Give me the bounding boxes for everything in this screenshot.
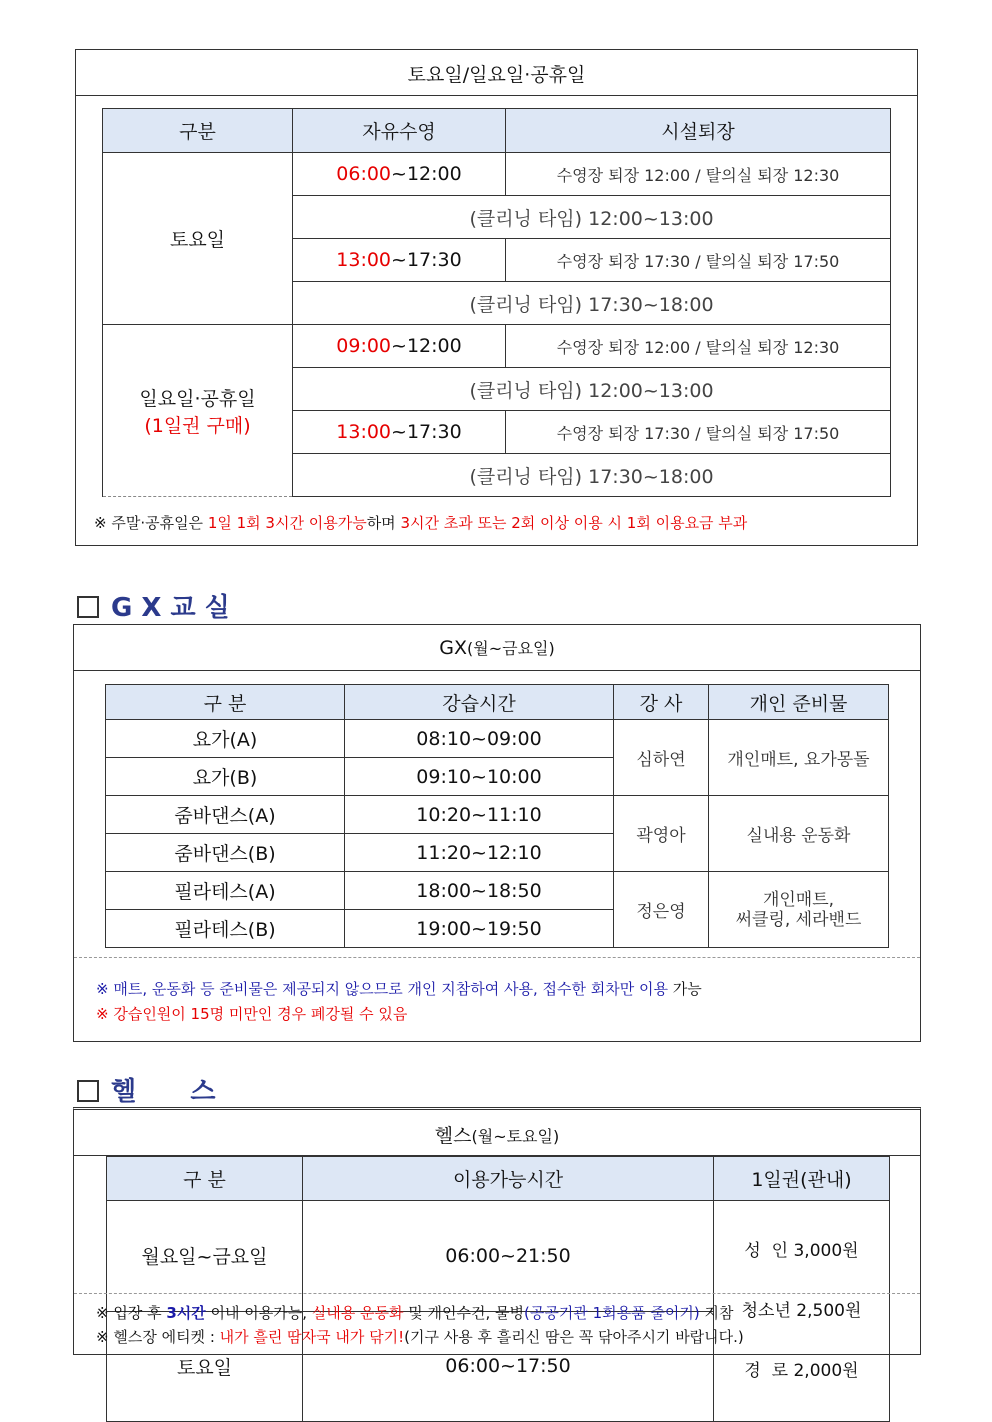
health-hours: 06:00~21:50 — [303, 1201, 714, 1312]
health-box-title: 헬스(월~토요일) — [434, 1125, 560, 1147]
health-header-category: 구 분 — [107, 1157, 303, 1201]
health-day-label: 토요일 — [107, 1311, 303, 1422]
health-prices: 성 인 3,000원 청소년 2,500원 경 로 2,000원 — [714, 1201, 890, 1422]
gx-header-time: 강습시간 — [345, 685, 614, 720]
health-box — [73, 1107, 921, 1381]
health-hours-table — [106, 1156, 890, 1422]
gx-box-title: GX(월~금요일) — [439, 637, 555, 659]
health-header-price: 1일권(관내) — [714, 1157, 890, 1201]
health-note-1: ※ 입장 후 3시간 이내 이용가능, 실내용 운동화 및 개인수건, 물병(공공기관 1회용품 줄이기) 지참 — [96, 1304, 734, 1322]
health-hours: 06:00~17:50 — [303, 1311, 714, 1422]
gx-class-time: 08:10~09:00 — [345, 720, 614, 758]
gx-class-time: 10:20~11:10 — [345, 796, 614, 834]
gx-class-name: 요가(B) — [106, 758, 345, 796]
header-exit: 시설퇴장 — [506, 109, 891, 153]
weekend-box — [75, 49, 918, 546]
sat-cleaning-time-1: (클리닝 타임) 12:00~13:00 — [293, 196, 891, 239]
gx-supplies: 실내용 운동화 — [709, 796, 889, 872]
gx-instructor: 심하연 — [614, 720, 709, 796]
gx-class-time: 11:20~12:10 — [345, 834, 614, 872]
sun-session2-exit: 수영장 퇴장 17:30 / 탈의실 퇴장 17:50 — [506, 411, 891, 454]
gx-note-1: ※ 매트, 운동화 등 준비물은 제공되지 않으므로 개인 지참하여 사용, 접수한 회차만 이용 가능 — [96, 980, 702, 998]
sat-session2-exit: 수영장 퇴장 17:30 / 탈의실 퇴장 17:50 — [506, 239, 891, 282]
sun-cleaning-time-1: (클리닝 타임) 12:00~13:00 — [293, 368, 891, 411]
gx-class-name: 요가(A) — [106, 720, 345, 758]
divider — [74, 670, 920, 671]
gx-class-time: 19:00~19:50 — [345, 910, 614, 948]
gx-supplies: 개인매트, 요가몽돌 — [709, 720, 889, 796]
health-day-label: 월요일~금요일 — [107, 1201, 303, 1312]
header-free-swim: 자유수영 — [293, 109, 506, 153]
health-note-2: ※ 헬스장 에티켓 : 내가 흘린 땀자국 내가 닦기!(기구 사용 후 흘리신 땀은 꼭 닦아주시기 바랍니다.) — [96, 1328, 744, 1346]
gx-note-2: ※ 강습인원이 15명 미만인 경우 폐강될 수 있음 — [96, 1005, 408, 1023]
checkbox-square-icon — [77, 1080, 99, 1102]
gx-header-supplies: 개인 준비물 — [709, 685, 889, 720]
gx-instructor: 정은영 — [614, 872, 709, 948]
sun-session1-time: 09:00~12:00 — [293, 325, 506, 368]
sun-cleaning-time-2: (클리닝 타임) 17:30~18:00 — [293, 454, 891, 497]
divider — [76, 95, 917, 96]
sat-session2-time: 13:00~17:30 — [293, 239, 506, 282]
health-section-heading: 헬 스 — [77, 1071, 216, 1108]
sunday-label: 일요일·공휴일 — [139, 387, 256, 410]
gx-class-name: 줌바댄스(A) — [106, 796, 345, 834]
health-header-time: 이용가능시간 — [303, 1157, 714, 1201]
weekend-swim-table — [102, 108, 891, 497]
sat-session1-exit: 수영장 퇴장 12:00 / 탈의실 퇴장 12:30 — [506, 153, 891, 196]
gx-section-heading: G X 교 실 — [77, 587, 230, 624]
gx-instructor: 곽영아 — [614, 796, 709, 872]
gx-header-category: 구 분 — [106, 685, 345, 720]
gx-class-time: 18:00~18:50 — [345, 872, 614, 910]
sun-session1-exit: 수영장 퇴장 12:00 / 탈의실 퇴장 12:30 — [506, 325, 891, 368]
sat-session1-time: 06:00~12:00 — [293, 153, 506, 196]
divider — [74, 957, 920, 958]
gx-header-instructor: 강 사 — [614, 685, 709, 720]
gx-class-name: 필라테스(B) — [106, 910, 345, 948]
sunday-sub-label: (1일권 구매) — [144, 414, 251, 437]
checkbox-square-icon — [77, 596, 99, 618]
header-category: 구분 — [103, 109, 293, 153]
saturday-label: 토요일 — [103, 153, 293, 325]
weekend-title: 토요일/일요일·공휴일 — [407, 64, 586, 86]
weekend-note: ※ 주말·공휴일은 1일 1회 3시간 이용가능하며 3시간 초과 또는 2회 이상 이용 시 1회 이용요금 부과 — [94, 514, 748, 532]
gx-schedule-table — [105, 684, 889, 948]
gx-supplies: 개인매트, 써클링, 세라밴드 — [709, 872, 889, 948]
gx-class-name: 필라테스(A) — [106, 872, 345, 910]
gx-class-time: 09:10~10:00 — [345, 758, 614, 796]
sat-cleaning-time-2: (클리닝 타임) 17:30~18:00 — [293, 282, 891, 325]
gx-box — [73, 624, 921, 1042]
sunday-holiday-label — [103, 325, 293, 497]
gx-class-name: 줌바댄스(B) — [106, 834, 345, 872]
divider — [74, 1293, 920, 1294]
sun-session2-time: 13:00~17:30 — [293, 411, 506, 454]
